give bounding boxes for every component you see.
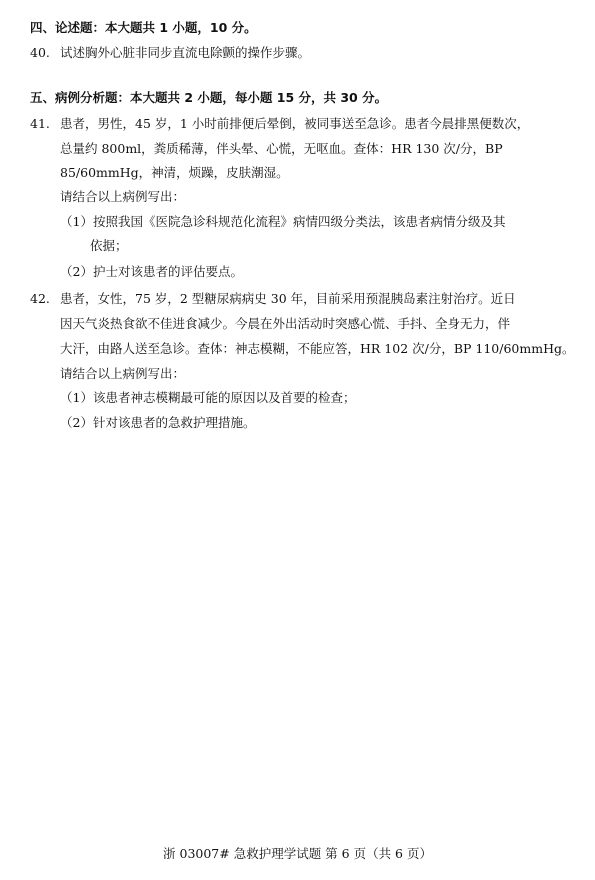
question-41-number: 41. [30, 116, 50, 131]
section-4-heading: 四、论述题：本大题共 1 小题，10 分。 [30, 20, 257, 35]
question-42-text-2: 因天气炎热食欲不佳进食减少。今晨在外出活动时突感心慌、手抖、全身无力，伴 [60, 316, 511, 331]
question-42-sub-1: （1）该患者神志模糊最可能的原因以及首要的检查； [60, 390, 356, 405]
question-41-sub-2: （2）护士对该患者的评估要点。 [60, 264, 243, 279]
question-41-text-2: 总量约 800ml，粪质稀薄，伴头晕、心慌，无呕血。查体：HR 130 次/分，BP [60, 141, 503, 156]
question-42-text-3: 大汗，由路人送至急诊。查体：神志模糊，不能应答，HR 102 次/分，BP 110/60mmHg。 [60, 341, 575, 356]
question-40-number: 40. [30, 45, 50, 60]
question-41-prompt: 请结合以上病例写出： [60, 189, 186, 204]
question-42-text-1: 患者，女性，75 岁，2 型糖尿病病史 30 年，目前采用预混胰岛素注射治疗。近日 [60, 291, 516, 306]
question-41-text-3: 85/60mmHg，神清，烦躁，皮肤潮湿。 [60, 165, 289, 180]
question-41-sub-1-line-2: 依据； [90, 238, 128, 253]
question-42-sub-2: （2）针对该患者的急救护理措施。 [60, 415, 256, 430]
section-5-heading: 五、病例分析题：本大题共 2 小题，每小题 15 分，共 30 分。 [30, 90, 388, 105]
question-40-text: 试述胸外心脏非同步直流电除颤的操作步骤。 [60, 45, 311, 60]
question-40 [30, 45, 310, 61]
question-41-text-1: 患者，男性，45 岁，1 小时前排便后晕倒，被同事送至急诊。患者今晨排黑便数次， [60, 116, 530, 131]
question-42-prompt: 请结合以上病例写出： [60, 366, 186, 381]
question-42-line-1 [30, 291, 516, 307]
question-42-number: 42. [30, 291, 50, 306]
question-41-line-1 [30, 116, 529, 132]
question-41-sub-1-line-1: （1）按照我国《医院急诊科规范化流程》病情四级分类法，该患者病情分级及其 [60, 214, 506, 229]
page-footer: 浙 03007# 急救护理学试题 第 6 页（共 6 页） [163, 846, 432, 861]
